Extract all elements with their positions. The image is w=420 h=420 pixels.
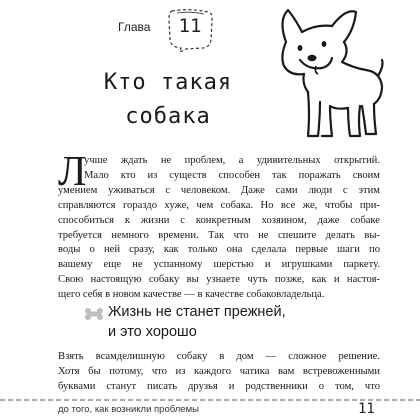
paragraph-line: вашему еще не успанному шерстью и игрушками паркету. [58,259,380,271]
paragraph-line: требуется немного времени. Так что не спешите делать вы- [58,229,380,241]
paragraph-line: справляются гораздо хуже, чем собака. Но все же, чтобы при- [58,199,380,211]
title-line-2: собака [125,104,211,129]
paragraph-line: умением уживаться с человеком. Даже сами люди с этим [58,184,380,196]
footer-dashed-rule [0,398,420,402]
paragraph-line: Мало кто из существ способен так поражать своим [84,169,380,181]
chapter-label: Глава [118,20,151,34]
paragraph-line: учше ждать не проблем, а удивительных открытий. [84,155,380,166]
paragraph-1 [58,154,380,303]
drop-cap: Л [58,149,87,195]
section-heading-line-2: и это хорошо [108,324,197,340]
paragraph-line: буквами станут писать друзья и родственники о том, что [58,380,380,392]
paragraph-line: Хотя бы потому, что из каждого чатика вам встревоженными [58,365,380,377]
title-line-1: Кто такая [103,70,233,95]
paragraph-2 [58,350,380,395]
paragraph-line: щего себя в новом качестве — в качестве собаковладельца. [58,289,325,301]
page-number: 11 [358,401,375,417]
paragraph-line: способиться к жизни с конкретным хозяином, даже собаке [58,214,380,226]
running-footer: до того, как возникли проблемы [58,404,199,415]
paragraph-line: Взять всамделишную собаку в дом — сложное решение. [58,351,380,362]
section-heading-line-1: Жизнь не станет прежней, [108,304,286,320]
paragraph-line: воды о ней сразу, как только она сделала первые шаги по [58,244,380,256]
dog-illustration [256,6,388,140]
chapter-number: 11 [178,15,202,37]
paragraph-line: Свою настоящую собаку вы узнаете чуть позже, как и настоя- [58,274,380,286]
section-heading [108,302,286,342]
bone-icon [84,307,104,321]
